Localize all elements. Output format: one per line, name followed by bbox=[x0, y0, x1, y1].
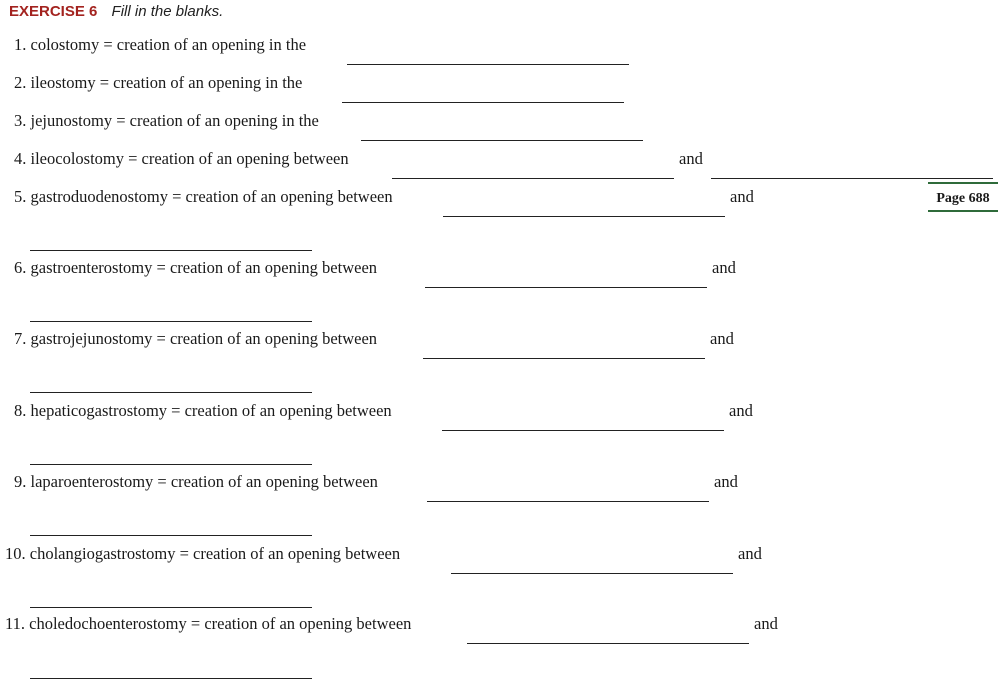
blank-3[interactable] bbox=[361, 140, 643, 141]
question-1: 1. colostomy = creation of an opening in the bbox=[14, 35, 307, 54]
and-label-4: and bbox=[679, 149, 703, 168]
blank-9b[interactable] bbox=[30, 535, 312, 536]
blank-10b[interactable] bbox=[30, 607, 312, 608]
blank-5b[interactable] bbox=[30, 250, 312, 251]
question-7: 7. gastrojejunostomy = creation of an opening between bbox=[14, 329, 378, 348]
and-label-8: and bbox=[729, 401, 753, 420]
question-3: 3. jejunostomy = creation of an opening in the bbox=[14, 111, 319, 130]
and-label-9: and bbox=[714, 472, 738, 491]
blank-8a[interactable] bbox=[442, 430, 724, 431]
question-5: 5. gastroduodenostomy = creation of an opening between bbox=[14, 187, 393, 206]
exercise-instruction: Fill in the blanks. bbox=[111, 3, 224, 20]
question-11: 11. choledochoenterostomy = creation of an opening between bbox=[5, 614, 412, 633]
and-label-7: and bbox=[710, 329, 734, 348]
blank-7a[interactable] bbox=[423, 358, 705, 359]
blank-6a[interactable] bbox=[425, 287, 707, 288]
blank-11a[interactable] bbox=[467, 643, 749, 644]
blank-10a[interactable] bbox=[451, 573, 733, 574]
question-6: 6. gastroenterostomy = creation of an opening between bbox=[14, 258, 378, 277]
and-label-10: and bbox=[738, 544, 762, 563]
blank-9a[interactable] bbox=[427, 501, 709, 502]
exercise-header bbox=[9, 3, 223, 20]
blank-7b[interactable] bbox=[30, 392, 312, 393]
blank-2[interactable] bbox=[342, 102, 624, 103]
question-10: 10. cholangiogastrostomy = creation of an opening between bbox=[5, 544, 401, 563]
blank-6b[interactable] bbox=[30, 321, 312, 322]
and-label-11: and bbox=[754, 614, 778, 633]
question-2: 2. ileostomy = creation of an opening in the bbox=[14, 73, 303, 92]
exercise-label: EXERCISE 6 bbox=[9, 3, 98, 20]
question-8: 8. hepaticogastrostomy = creation of an opening between bbox=[14, 401, 392, 420]
blank-8b[interactable] bbox=[30, 464, 312, 465]
blank-5a[interactable] bbox=[443, 216, 725, 217]
page-reference: Page 688 bbox=[928, 182, 998, 212]
question-4: 4. ileocolostomy = creation of an opening between bbox=[14, 149, 349, 168]
blank-4b[interactable] bbox=[711, 178, 993, 179]
blank-11b[interactable] bbox=[30, 678, 312, 679]
and-label-5: and bbox=[730, 187, 754, 206]
blank-1[interactable] bbox=[347, 64, 629, 65]
and-label-6: and bbox=[712, 258, 736, 277]
blank-4a[interactable] bbox=[392, 178, 674, 179]
question-9: 9. laparoenterostomy = creation of an opening between bbox=[14, 472, 378, 491]
